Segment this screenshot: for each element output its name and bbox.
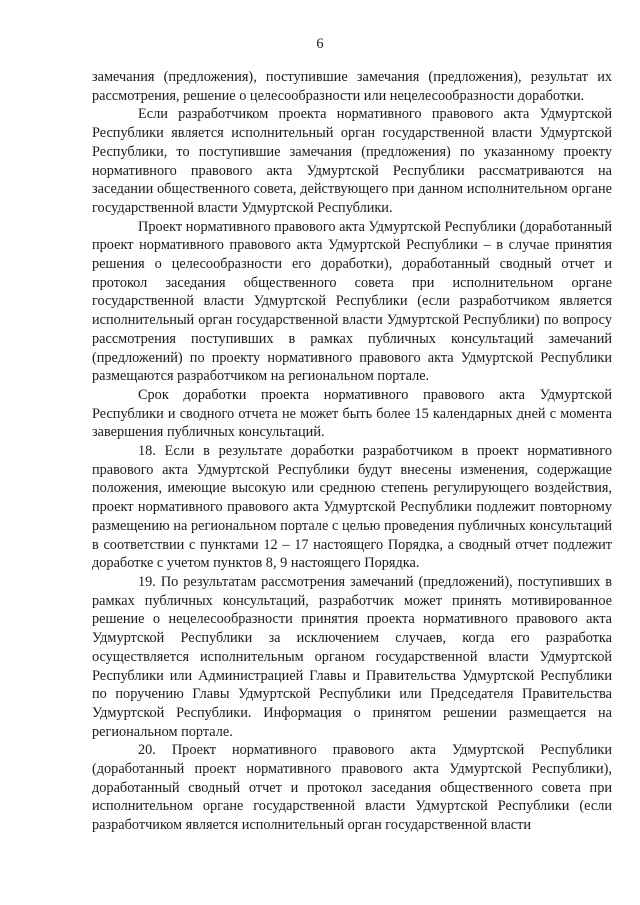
paragraph: замечания (предложения), поступившие замечания (предложения), результат их рассмотрения, решение о целесообразности или нецелесообразности доработки.	[92, 69, 612, 104]
paragraph: Если разработчиком проекта нормативного правового акта Удмуртской Республики является исполнительный орган государственной власти Удмуртской Республики, то поступившие замечания (предложения) по указанному проекту нормативного правового акта Удмуртской Республики рассматриваются на заседании общественного совета, действующего при данном исполнительном органе государственной власти Удмуртской Республики.	[92, 106, 612, 216]
paragraph-item-19: 19. По результатам рассмотрения замечаний (предложений), поступивших в рамках публичных консультаций, разработчик может принять мотивированное решение о нецелесообразности принятия проекта нормативного правового акта Удмуртской Республики за исключением случаев, когда его разработка осуществляется исполнительным органом государственной власти Удмуртской Республики или Администрацией Главы и Правительства Удмуртской Республики по поручению Главы Удмуртской Республики или Председателя Правительства Удмуртской Республики. Информация о принятом решении размещается на региональном портале.	[92, 573, 612, 740]
paragraph-item-20: 20. Проект нормативного правового акта Удмуртской Республики (доработанный проект нормативного правового акта Удмуртской Республики), доработанный сводный отчет и протокол заседания общественного совета при исполнительном органе государственной власти Удмуртской Республики (если разработчиком является исполнительный орган государственной власти	[92, 742, 612, 834]
paragraph-item-18: 18. Если в результате доработки разработчиком в проект нормативного правового акта Удмуртской Республики будут внесены изменения, содержащие положения, имеющие высокую или среднюю степень регулирующего воздействия, проект нормативного правового акта Удмуртской Республики подлежит повторному размещению на региональном портале с целью проведения публичных консультаций в соответствии с пунктами 12 – 17 настоящего Порядка, а сводный отчет подлежит доработке с учетом пунктов 8, 9 настоящего Порядка.	[92, 443, 612, 572]
page-number: 6	[316, 36, 324, 52]
paragraph: Срок доработки проекта нормативного правового акта Удмуртской Республики и сводного отчета не может быть более 15 календарных дней с момента завершения публичных консультаций.	[92, 386, 612, 441]
paragraph: Проект нормативного правового акта Удмуртской Республики (доработанный проект нормативного правового акта Удмуртской Республики – в случае принятия решения о целесообразности его доработки), доработанный сводный отчет и протокол заседания общественного совета при исполнительном органе государственной власти Удмуртской Республики (если разработчиком является исполнительный орган государственной власти Удмуртской Республики) по вопросу рассмотрения поступивших в рамках публичных консультаций замечаний (предложений) по проекту нормативного правового акта Удмуртской Республики размещаются разработчиком на региональном портале.	[92, 218, 612, 385]
document-body	[92, 68, 612, 835]
